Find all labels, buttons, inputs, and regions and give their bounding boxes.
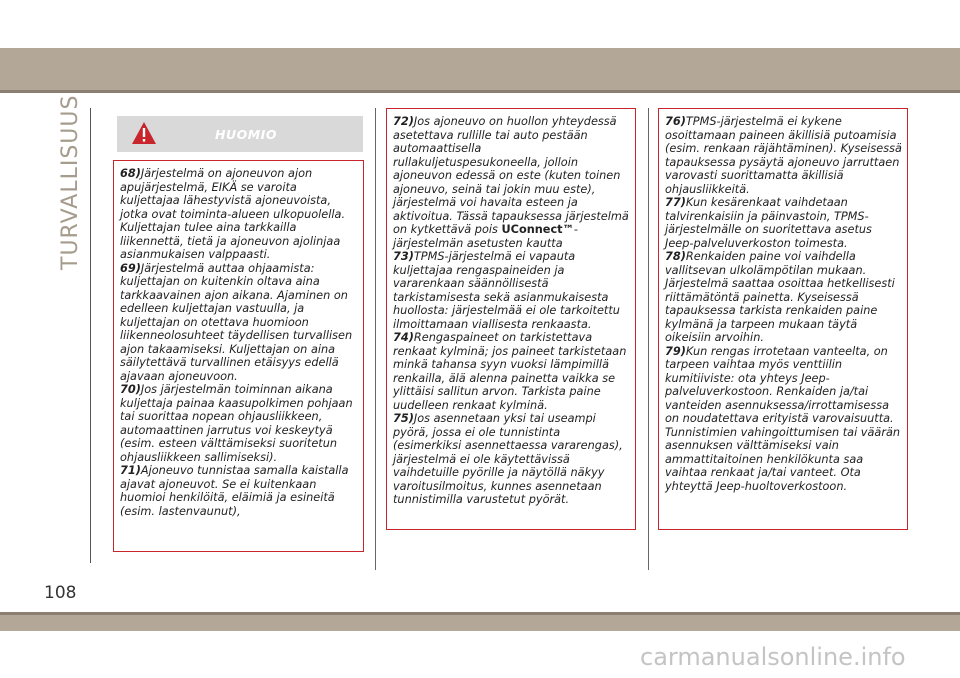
note-76: 76)TPMS-järjestelmä ei kykene osoittamaan paineen äkillisiä putoamisia (esim. renkaan räjähtäminen). Kyseisessä tapauksessa pysäytä ajoneuvo jarruttaen varovasti suorittamatta äkillisiä ohjausliikkeitä. xyxy=(665,115,902,196)
warning-triangle-icon xyxy=(131,121,157,145)
note-69: 69)Järjestelmä auttaa ohjaamista: kuljettajan on kuitenkin oltava aina tarkkaavainen ajon aikana. Ajaminen on edelleen kuljettajan vastuulla, ja kuljettajan on otettava huomioon liikenneolosuhteet täydellisen turvallisen ajon takaamiseksi. Kuljettajan on aina säilytettävä turvallinen etäisyys edellä ajavaan ajoneuvoon. xyxy=(120,261,353,383)
warning-box-1 xyxy=(113,160,364,552)
note-73: 73)TPMS-järjestelmä ei vapauta kuljettajaa rengaspaineiden ja vararenkaan säännöllisestä tarkistamisesta sekä asianmukaisesta huollosta: järjestelmää ei ole tarkoitettu ilmoittamaan viallisesta renkaasta. xyxy=(393,250,620,331)
note-78: 78)Renkaiden paine voi vaihdella vallitsevan ulkolämpötilan mukaan. Järjestelmä saattaa osoittaa hetkellisesti riittämätöntä painetta. Kyseisessä tapauksessa tarkista renkaiden paine kylmänä ja tarpeen mukaan täytä oikeisiin arvoihin. xyxy=(665,250,895,344)
warning-box-2 xyxy=(386,108,636,530)
note-75: 75)Jos asennetaan yksi tai useampi pyörä, jossa ei ole tunnistinta (esimerkiksi asennettaessa vararengas), järjestelmä ei ole käytettävissä vaihdetuille pyörille ja näytöllä näkyy varoitusilmoitus, kunnes asennetaan tunnistimilla varustetut pyörät. xyxy=(393,412,623,506)
warning-header xyxy=(117,116,363,152)
note-72: 72)Jos ajoneuvo on huollon yhteydessä asetettava rullille tai auto pestään automaattisella rullakuljetuspesukoneella, jolloin ajoneuvon edessä on este (kuten toinen ajoneuvo, seinä tai jokin muu este), järjestelmä voi havaita esteen ja aktivoitua. Tässä tapauksessa järjestelmä on kytkettävä pois UConnect™-järjestelmän asetusten kautta xyxy=(393,115,629,250)
column-divider-2 xyxy=(648,108,649,570)
warning-title: HUOMIO xyxy=(215,127,277,142)
top-margin xyxy=(0,0,960,48)
section-title: TURVALLISUUS xyxy=(58,94,83,270)
watermark: carmanualsonline.info xyxy=(640,643,906,671)
header-band xyxy=(0,48,960,90)
page-number: 108 xyxy=(44,583,77,603)
section-divider xyxy=(90,108,91,563)
note-77: 77)Kun kesärenkaat vaihdetaan talvirenkaisiin ja päinvastoin, TPMS-järjestelmälle on suoritettava asetus Jeep-palveluverkoston toimesta. xyxy=(665,196,872,250)
note-70: 70)Jos järjestelmän toiminnan aikana kuljettaja painaa kaasupolkimen pohjaan tai suorittaa nopean ohjausliikkeen, automaattinen jarrutus voi keskeytyä (esim. esteen välttämiseksi suoritetun ohjausliikkeen sallimiseksi). xyxy=(120,383,353,464)
note-71: 71)Ajoneuvo tunnistaa samalla kaistalla ajavat ajoneuvot. Se ei kuitenkaan huomioi henkilöitä, eläimiä ja esineitä (esim. lastenvaunut), xyxy=(120,464,349,518)
header-rule xyxy=(0,90,960,93)
column-divider-1 xyxy=(375,108,376,570)
note-74: 74)Rengaspaineet on tarkistettava renkaat kylminä; jos paineet tarkistetaan minkä tahansa syyn vuoksi lämpimillä renkailla, älä alenna painetta vaikka se ylittäisi sallitun arvon. Tarkista paine uudelleen renkaat kylminä. xyxy=(393,331,627,412)
note-68: 68)Järjestelmä on ajoneuvon ajon apujärjestelmä, EIKÄ se varoita kuljettajaa lähestyvistä ajoneuvoista, jotka ovat toiminta-alueen ulkopuolella. Kuljettajan tulee aina tarkkailla liikennettä, tietä ja ajoneuvon ajolinjaa asianmukaisen valppaasti. xyxy=(120,167,346,261)
warning-box-3 xyxy=(658,108,908,530)
note-79: 79)Kun rengas irrotetaan vanteelta, on tarpeen vaihtaa myös venttiilin kumitiiviste: ota yhteys Jeep-palveluverkostoon. Renkaiden ja/tai vanteiden asennuksessa/irrottamisessa on noudatettava erityistä varovaisuutta. Tunnistimien vahingoittumisen tai väärän asennuksen välttämiseksi vain ammattitaitoinen henkilökunta saa vaihtaa renkaat ja/tai vanteet. Ota yhteyttä Jeep-huoltoverkostoon. xyxy=(665,344,901,493)
footer-band xyxy=(0,615,960,631)
